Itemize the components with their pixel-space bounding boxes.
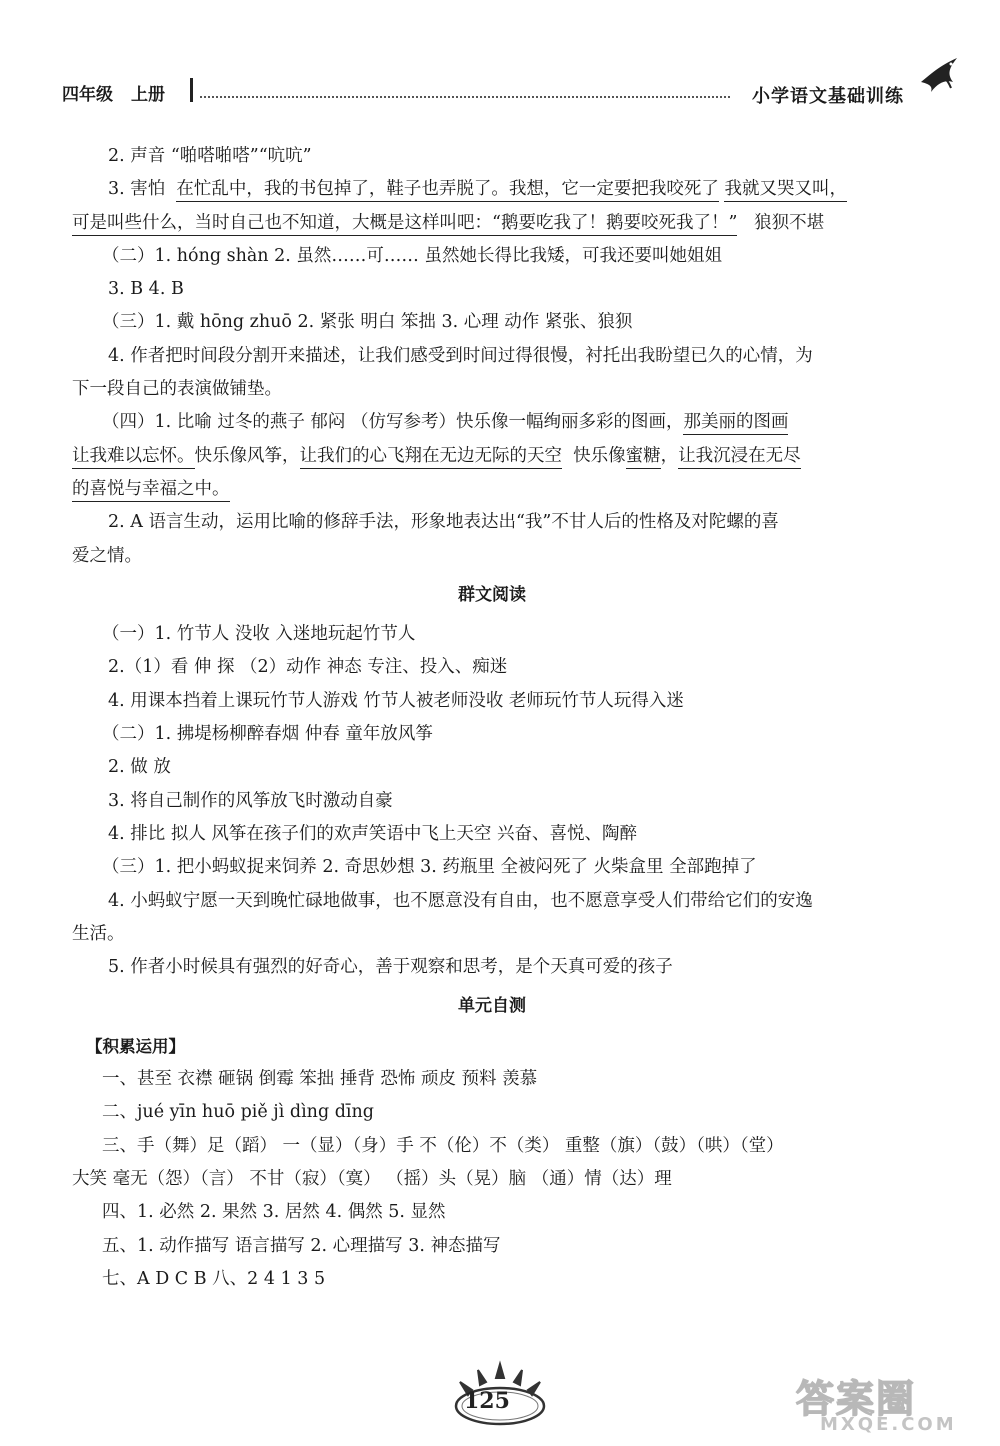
answer-line: 2. A 语言生动，运用比喻的修辞手法，形象地表达出“我”不甘人后的性格及对陀螺的喜 (108, 512, 779, 533)
swallow-icon (917, 52, 963, 98)
answer-line: 让我难以忘怀。快乐像风筝，让我们的心飞翔在无边无际的天空 快乐像蜜糖，让我沉浸在无尽 (72, 440, 912, 473)
answer-line: （二）1. hóng shàn 2. 虽然……可…… 虽然她长得比我矮，可我还要叫她姐姐 (102, 245, 722, 266)
site-watermark (790, 1368, 990, 1440)
answer-line: 四、1. 必然 2. 果然 3. 居然 4. 偶然 5. 显然 (102, 1202, 446, 1223)
subsection-label: 【积累运用】 (86, 1036, 185, 1056)
answer-line: 5. 作者小时候具有强烈的好奇心，善于观察和思考，是个天真可爱的孩子 (108, 957, 673, 978)
underlined-text: 我想，它一定要把我咬死了 (509, 179, 719, 202)
underlined-text: 那美丽的图画 (683, 412, 788, 435)
answer-line: 4. 小蚂蚁宁愿一天到晚忙碌地做事，也不愿意没有自由，也不愿意享受人们带给它们的安逸 (108, 890, 813, 911)
underlined-text: 让我难以忘怀。 (72, 446, 195, 469)
grade-volume (62, 80, 183, 105)
underlined-text: 我就又哭又叫， (724, 179, 847, 202)
header-divider (190, 78, 193, 102)
answer-line: 五、1. 动作描写 语言描写 2. 心理描写 3. 神态描写 (102, 1235, 501, 1256)
answer-line: 可是叫些什么，当时自己也不知道，大概是这样叫吧：“鹅要吃我了！鹅要咬死我了！” 狼狈不堪 (72, 207, 912, 240)
answer-line: 三、手（舞）足（蹈） 一（显）（身）手 不（伦）不（类） 重整（旗）（鼓）（哄）（堂） (102, 1135, 784, 1156)
answer-line: 一、甚至 衣襟 砸锅 倒霉 笨拙 捶背 恐怖 顽皮 预料 羡慕 (102, 1069, 538, 1090)
grade-label: 四年级 (62, 85, 113, 105)
volume-label: 上册 (131, 85, 165, 105)
page-header (62, 74, 952, 114)
answer-line: 生活。 (72, 923, 125, 944)
underlined-text: 蜜糖 (626, 446, 661, 469)
book-title: 小学语文基础训练 (752, 86, 904, 107)
watermark-url: MXQE.COM (820, 1414, 957, 1435)
answer-line: 大笑 毫无（怨）（言） 不甘（寂）（寞） （摇）头（晃）脑 （通）情（达）理 (72, 1168, 672, 1189)
answer-line: 3. 将自己制作的风筝放飞时激动自豪 (108, 790, 393, 811)
section-heading: 单元自测 (458, 996, 526, 1017)
page-number: 125 (464, 1388, 510, 1414)
page-footer (430, 1360, 570, 1430)
answer-line: 爱之情。 (72, 545, 142, 566)
answer-line: 3. B 4. B (108, 279, 184, 300)
answer-line: 2. 声音 “啪嗒啪嗒”“吭吭” (108, 146, 312, 166)
answer-line: 2.（1）看 伸 探 （2）动作 神态 专注、投入、痴迷 (108, 657, 508, 678)
answer-line: （四）1. 比喻 过冬的燕子 郁闷 （仿写参考）快乐像一幅绚丽多彩的图画，那美丽的图画 (72, 406, 912, 439)
answer-line: 下一段自己的表演做铺垫。 (72, 379, 282, 400)
answer-line: （三）1. 把小蚂蚁捉来饲养 2. 奇思妙想 3. 药瓶里 全被闷死了 火柴盒里 全部跑掉了 (102, 857, 757, 878)
answer-line: 2. 做 放 (108, 757, 171, 778)
underlined-text: 可是叫些什么，当时自己也不知道，大概是这样叫吧：“鹅要吃我了！鹅要咬死我了！” (72, 213, 737, 236)
header-dotted-rule (200, 96, 730, 98)
underlined-text: 在忙乱中，我的书包掉了，鞋子也弄脱了。 (176, 179, 509, 202)
answer-line: 4. 排比 拟人 风筝在孩子们的欢声笑语中飞上天空 兴奋、喜悦、陶醉 (108, 823, 637, 844)
answer-line (72, 473, 912, 506)
underlined-text: 的喜悦与幸福之中。 (72, 479, 230, 502)
answer-line: 4. 用课本挡着上课玩竹节人游戏 竹节人被老师没收 老师玩竹节人玩得入迷 (108, 690, 684, 711)
answer-line: 4. 作者把时间段分割开来描述，让我们感受到时间过得很慢，衬托出我盼望已久的心情，为 (108, 345, 813, 366)
answer-line: 二、jué yīn huō piě jì dìng dīng (102, 1102, 374, 1123)
answer-line: 七、A D C B 八、2 4 1 3 5 (102, 1268, 326, 1289)
underlined-text: 让我们的心飞翔在无边无际的天空 (300, 446, 563, 469)
section-heading: 群文阅读 (458, 584, 526, 605)
answer-line: 3. 害怕 在忙乱中，我的书包掉了，鞋子也弄脱了。我想，它一定要把我咬死了 我就又哭又叫， (72, 173, 912, 206)
underlined-text: 让我沉浸在无尽 (678, 446, 801, 469)
watermark-logo-text: 答案圈 (796, 1377, 917, 1421)
answer-line: （三）1. 戴 hōng zhuō 2. 紧张 明白 笨拙 3. 心理 动作 紧张、狼狈 (102, 312, 633, 333)
answer-content (72, 140, 912, 1296)
answer-line: （一）1. 竹节人 没收 入迷地玩起竹节人 (102, 624, 416, 645)
answer-line: （二）1. 拂堤杨柳醉春烟 仲春 童年放风筝 (102, 724, 433, 745)
